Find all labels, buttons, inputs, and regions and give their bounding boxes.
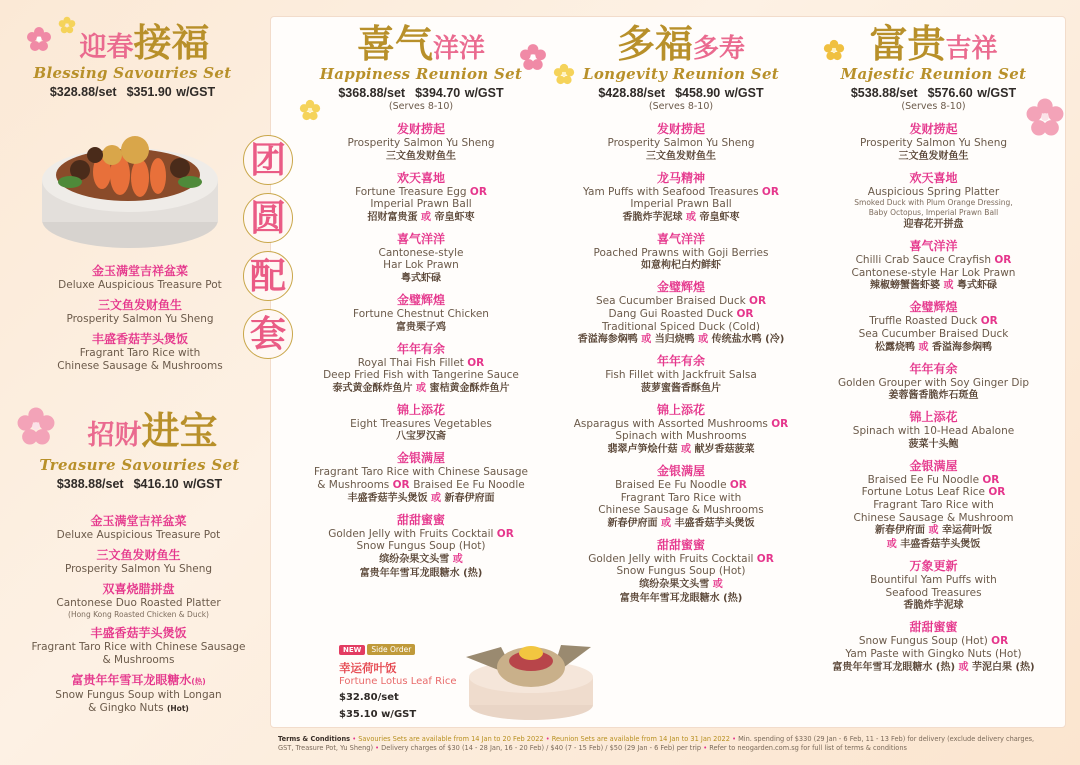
- dish-cn-name: 甜甜蜜蜜: [909, 620, 958, 635]
- dish-item: [561, 538, 801, 606]
- dish-en-name: Golden Grouper with Soy Ginger Dip: [837, 376, 1030, 389]
- dish-cn-name: 金璧辉煌: [656, 280, 705, 295]
- dish-en-name: Yam Puffs with Seafood Treasures OR: [583, 185, 779, 198]
- dish-en-name: Snow Fungus Soup (Hot): [616, 565, 746, 578]
- blessing-set-dishes: [0, 264, 265, 379]
- reunion-sets-panel: [249, 16, 1066, 728]
- set-price: $368.88/set $394.70 w/GST: [338, 86, 504, 100]
- dish-en-name: Bountiful Yam Puffs with: [870, 574, 997, 587]
- vertical-label-reunion-sets: 团 圆 配 套: [243, 135, 295, 367]
- dish-item: 富贵年年雪耳龙眼糖水(热) Snow Fungus Soup with Longan & Gingko Nuts (Hot): [55, 673, 222, 714]
- dish-item: 金玉满堂吉祥盆菜 Deluxe Auspicious Treasure Pot: [58, 264, 222, 291]
- dish-en-name: Imperial Prawn Ball: [630, 198, 732, 211]
- dish-cn-name: 年年有余: [909, 361, 958, 376]
- treasure-set-info: [0, 454, 265, 491]
- dish-cn-detail: 丰盛香菇芋头煲饭 或 新春伊府面: [347, 492, 495, 504]
- dish-en-name: Royal Thai Fish Fillet OR: [357, 356, 485, 369]
- dish-en-name: Sea Cucumber Braised Duck: [858, 327, 1009, 340]
- side-order-promo: NEW Side Order 幸运荷叶饭 Fortune Lotus Leaf Rice $32.80/set $35.10 w/GST: [339, 645, 457, 720]
- dish-cn-detail: 新春伊府面 或 幸运荷叶饭: [875, 525, 992, 537]
- dish-item: 三文鱼发财鱼生 Prosperity Salmon Yu Sheng: [64, 548, 213, 575]
- dish-item: [816, 171, 1051, 233]
- dish-item: [301, 403, 541, 445]
- dish-en-name: Imperial Prawn Ball: [370, 198, 472, 211]
- set-cn-title: 富贵吉祥: [869, 21, 998, 66]
- dish-cn-detail: 或 丰盛香菇芋头煲饭: [886, 539, 981, 551]
- dish-en-name: Braised Ee Fu Noodle OR: [615, 478, 747, 491]
- dish-cn-detail: 松露烧鸭 或 香溢海参焖鸭: [875, 341, 992, 353]
- dish-item: 三文鱼发财鱼生 Prosperity Salmon Yu Sheng: [66, 298, 214, 325]
- set-price: $538.88/set $576.60 w/GST: [850, 86, 1017, 100]
- dish-item: [301, 342, 541, 396]
- treasure-set-header: [0, 408, 265, 453]
- treasure-set-dishes: [0, 514, 265, 721]
- dish-item: [816, 559, 1051, 613]
- dish-item: [561, 171, 801, 225]
- dish-cn-name: 发财捞起: [396, 122, 445, 136]
- dish-cn-detail: 八宝罗汉斋: [396, 431, 446, 443]
- dish-en-name: Golden Jelly with Fruits Cocktail OR: [328, 527, 514, 540]
- dish-item: [561, 464, 801, 531]
- dish-cn-detail: 三文鱼发财鱼生: [646, 150, 716, 162]
- dish-list: [816, 122, 1051, 675]
- dish-cn-detail: 姜蓉酱香脆炸石斑鱼: [888, 390, 979, 402]
- blessing-set-cn-title: 迎春接福: [79, 20, 210, 65]
- dish-cn-detail: 三文鱼发财鱼生: [386, 150, 456, 162]
- dish-item: [816, 362, 1051, 404]
- dish-item: [816, 300, 1051, 354]
- treasure-set-price: $388.88/set $416.10 w/GST: [56, 477, 223, 491]
- dish-item: [816, 410, 1051, 452]
- dish-item: [301, 513, 541, 581]
- set-en-title: Happiness Reunion Set: [319, 65, 523, 83]
- dish-cn-detail: 粤式虾碌: [401, 272, 441, 284]
- dish-en-name: Truffle Roasted Duck OR: [869, 315, 998, 328]
- treasure-set-cn-title: 招财进宝: [87, 408, 218, 453]
- set-cn-title: 喜气洋洋: [356, 21, 486, 66]
- dish-en-name: Spinach with Mushrooms: [615, 430, 747, 443]
- lotus-leaf-rice-image: [456, 627, 601, 722]
- dish-item: [561, 280, 801, 347]
- set-en-title: Longevity Reunion Set: [582, 65, 780, 83]
- dish-item: 丰盛香菇芋头煲饭 Fragrant Taro Rice with Chinese Sausage & Mushrooms: [31, 626, 246, 666]
- dish-cn-detail: 缤纷杂果文头雪 或: [639, 578, 723, 590]
- dish-cn-detail: 香脆炸芋泥球: [903, 600, 964, 612]
- dish-cn-name: 喜气洋洋: [656, 231, 705, 246]
- dish-cn-name: 年年有余: [396, 341, 445, 356]
- dish-cn-detail: 翡翠卢笋烩什菇 或 献岁香菇菠菜: [607, 443, 755, 455]
- dish-en-name: Prosperity Salmon Yu Sheng: [347, 137, 495, 149]
- dish-item: 双喜烧腊拼盘 Cantonese Duo Roasted Platter (Hong Kong Roasted Chicken & Duck): [56, 582, 221, 619]
- new-badge: NEW: [339, 645, 365, 655]
- longevity-reunion-set: [561, 17, 801, 613]
- dish-cn-name: 金银满屋: [396, 451, 445, 466]
- dish-cn-name: 喜气洋洋: [909, 239, 958, 254]
- dish-cn-name: 欢天喜地: [909, 170, 958, 185]
- dish-en-name: Asparagus with Assorted Mushrooms OR: [573, 417, 789, 430]
- dish-item: [816, 459, 1051, 552]
- dish-en-name: Cantonese-style: [378, 246, 464, 259]
- dish-list: [561, 122, 801, 606]
- dish-cn-detail: 富贵年年雪耳龙眼糖水 (热): [619, 592, 743, 604]
- dish-item: [301, 293, 541, 335]
- dish-list: [301, 122, 541, 581]
- dish-en-name: Fragrant Taro Rice with: [873, 498, 994, 511]
- dish-item: [561, 354, 801, 396]
- dish-cn-detail: 缤纷杂果文头雪 或: [379, 553, 463, 565]
- dish-en-name: Chilli Crab Sauce Crayfish OR: [855, 254, 1012, 267]
- serves-note: (Serves 8-10): [901, 101, 966, 112]
- dish-cn-detail: 菠萝蜜酱香酥鱼片: [641, 382, 721, 394]
- dish-en-name: Fragrant Taro Rice with: [620, 491, 742, 504]
- dish-cn-name: 金璧辉煌: [396, 292, 445, 307]
- set-en-title: Majestic Reunion Set: [840, 65, 1027, 83]
- serves-note: (Serves 8-10): [648, 101, 714, 112]
- blessing-set-header: [0, 0, 265, 65]
- dish-item: [816, 239, 1051, 293]
- dish-en-name: Chinese Sausage & Mushrooms: [598, 504, 764, 517]
- dish-en-name: Deep Fried Fish with Tangerine Sauce: [323, 369, 519, 382]
- terms-and-conditions: Terms & Conditions • Savouries Sets are available from 14 Jan to 20 Feb 2022 • Reunion Sets are available from 14 Jan to 31 Jan 2022 • Min. spending of $330 (29 Jan - 6 Feb, 11 - 13 Feb) for delivery (exclude delivery charges, GST, Treasure Pot, Yu Sheng) • Delivery charges of $30 (14 - 28 Jan, 16 - 20 Feb) / $40 (7 - 15 Feb) / $50 (29 Jan - 6 Feb) per trip • Refer to neogarden.com.sg for full list of terms & conditions: [278, 735, 1035, 752]
- dish-item: [301, 451, 541, 505]
- dish-item: [561, 403, 801, 457]
- dish-en-name: Cantonese-style Har Lok Prawn: [851, 266, 1016, 279]
- dish-cn-detail: 泰式黄金酥炸鱼片 或 蜜桔黄金酥炸鱼片: [332, 382, 510, 394]
- serves-note: (Serves 8-10): [388, 101, 454, 112]
- dish-item: [816, 122, 1051, 164]
- dish-en-name: Snow Fungus Soup (Hot): [356, 540, 486, 553]
- dish-en-name: Fish Fillet with Jackfruit Salsa: [605, 369, 757, 382]
- dish-item: [816, 620, 1051, 674]
- dish-cn-detail: 迎春花开拼盘: [903, 219, 964, 231]
- dish-en-name: Prosperity Salmon Yu Sheng: [607, 137, 755, 149]
- dish-cn-detail: 富贵年年雪耳龙眼糖水 (热): [359, 567, 483, 579]
- dish-en-name: Seafood Treasures: [885, 586, 982, 599]
- blessing-set-price: $328.88/set $351.90 w/GST: [49, 85, 216, 99]
- dish-cn-name: 锦上添花: [656, 402, 705, 417]
- dish-cn-name: 甜甜蜜蜜: [656, 537, 705, 552]
- dish-en-name: Har Lok Prawn: [383, 259, 459, 272]
- dish-cn-name: 万象更新: [909, 559, 958, 574]
- dish-en-name: Auspicious Spring Platter: [867, 185, 1000, 198]
- dish-en-name: Sea Cucumber Braised Duck OR: [595, 295, 767, 308]
- dish-cn-detail: 富贵年年雪耳龙眼糖水 (热) 或 芋泥白果 (热): [832, 661, 1035, 673]
- dish-en-name: Poached Prawns with Goji Berries: [593, 246, 769, 259]
- dish-cn-name: 金银满屋: [656, 463, 705, 478]
- dish-cn-detail: 香溢海参焖鸭 或 当归烧鸭 或 传统盐水鸭 (冷): [577, 334, 785, 346]
- dish-description: Smoked Duck with Plum Orange Dressing,: [854, 198, 1013, 208]
- dish-en-name: Fortune Chestnut Chicken: [353, 307, 489, 320]
- happiness-reunion-set: [301, 17, 541, 588]
- dish-cn-name: 锦上添花: [396, 402, 445, 417]
- dish-description: Baby Octopus, Imperial Prawn Ball: [868, 208, 999, 218]
- dish-cn-name: 金银满屋: [909, 458, 958, 473]
- dish-en-name: Fragrant Taro Rice with Chinese Sausage: [314, 466, 528, 479]
- dish-item: [561, 232, 801, 274]
- dish-en-name: Yam Paste with Gingko Nuts (Hot): [845, 647, 1022, 660]
- dish-cn-name: 年年有余: [656, 354, 705, 369]
- dish-en-name: Snow Fungus Soup (Hot) OR: [858, 635, 1009, 648]
- treasure-pot-image: [40, 120, 230, 250]
- dish-cn-detail: 辣椒螃蟹酱虾婆 或 粤式虾碌: [870, 280, 997, 292]
- dish-cn-name: 喜气洋洋: [396, 231, 445, 246]
- dish-en-name: Fortune Treasure Egg OR: [355, 185, 487, 198]
- dish-en-name: Eight Treasures Vegetables: [350, 417, 492, 430]
- set-cn-title: 多福多寿: [616, 21, 746, 66]
- dish-cn-name: 发财捞起: [656, 122, 705, 136]
- dish-en-name: Golden Jelly with Fruits Cocktail OR: [588, 552, 774, 565]
- dish-en-name: Fortune Lotus Leaf Rice OR: [861, 486, 1006, 499]
- dish-en-name: & Mushrooms OR Braised Ee Fu Noodle: [317, 478, 525, 491]
- dish-en-name: Braised Ee Fu Noodle OR: [867, 473, 1000, 486]
- majestic-reunion-set: [816, 17, 1051, 682]
- dish-cn-detail: 香脆炸芋泥球 或 帝皇虾枣: [622, 211, 740, 223]
- dish-en-name: Prosperity Salmon Yu Sheng: [859, 137, 1008, 149]
- dish-cn-name: 甜甜蜜蜜: [396, 512, 445, 527]
- dish-cn-name: 龙马精神: [656, 170, 705, 185]
- dish-cn-name: 欢天喜地: [396, 170, 445, 185]
- dish-item: [561, 122, 801, 164]
- dish-cn-name: 锦上添花: [909, 410, 958, 425]
- set-price: $428.88/set $458.90 w/GST: [598, 86, 764, 100]
- blessing-set-en-title: Blessing Savouries Set: [33, 64, 232, 82]
- dish-item: [301, 122, 541, 164]
- dish-en-name: Dang Gui Roasted Duck OR: [608, 307, 754, 320]
- dish-cn-name: 发财捞起: [909, 122, 958, 136]
- dish-en-name: Chinese Sausage & Mushroom: [853, 511, 1014, 524]
- side-order-badge: Side Order: [367, 644, 415, 655]
- dish-item: [301, 171, 541, 225]
- dish-cn-detail: 新春伊府面 或 丰盛香菇芋头煲饭: [607, 517, 755, 529]
- treasure-set-en-title: Treasure Savouries Set: [39, 456, 240, 474]
- dish-item: 丰盛香菇芋头煲饭 Fragrant Taro Rice with Chinese Sausage & Mushrooms: [57, 332, 223, 372]
- dish-cn-detail: 如意枸杞白灼鲜虾: [641, 260, 721, 272]
- dish-en-name: Spinach with 10-Head Abalone: [852, 425, 1015, 438]
- dish-item: [301, 232, 541, 286]
- dish-cn-detail: 三文鱼发财鱼生: [898, 150, 969, 162]
- dish-item: 金玉满堂吉祥盆菜 Deluxe Auspicious Treasure Pot: [56, 514, 221, 541]
- left-column: [0, 0, 265, 765]
- dish-cn-name: 金璧辉煌: [909, 300, 958, 315]
- dish-cn-detail: 招财富贵蛋 或 帝皇虾枣: [367, 211, 475, 223]
- dish-cn-detail: 富贵栗子鸡: [396, 321, 446, 333]
- dish-en-name: Traditional Spiced Duck (Cold): [602, 320, 760, 333]
- dish-cn-detail: 菠菜十头鲍: [908, 438, 959, 450]
